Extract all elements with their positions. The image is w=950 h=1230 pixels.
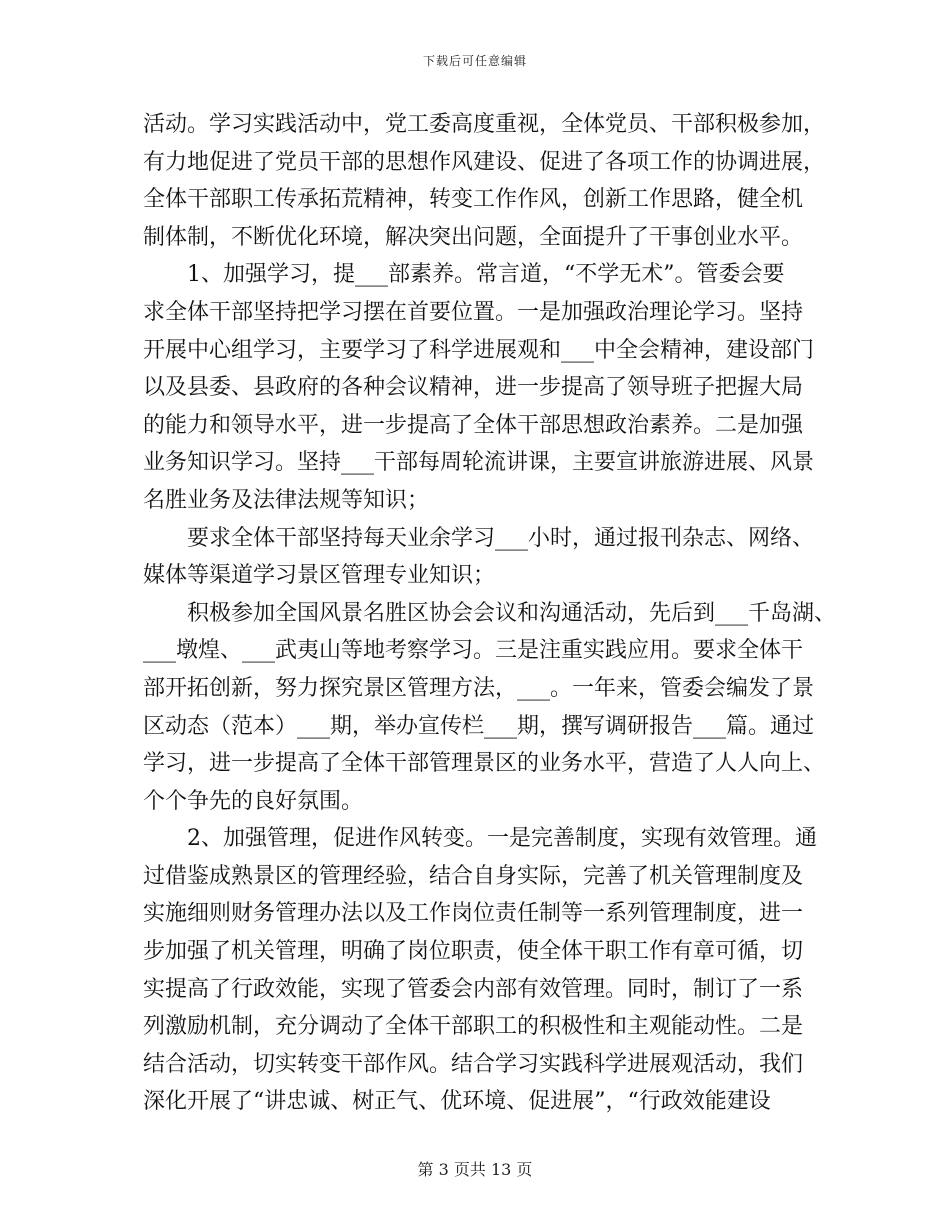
text-line: 个个争先的良好氛围。 [143, 788, 364, 814]
text-line: 学习，进一步提高了全体干部管理景区的业务水平，营造了人人向上、 [143, 751, 826, 777]
page-header: 下载后可任意编辑 [422, 54, 527, 68]
text-line: 过借鉴成熟景区的管理经验，结合自身实际，完善了机关管理制度及 [143, 863, 804, 889]
text-line: 1、加强学习，提___部素养。常言道，“不学无术”。管委会要 [187, 262, 785, 288]
text-line: 部开拓创新，努力探究景区管理方法，___。一年来，管委会编发了景 [143, 675, 815, 701]
text-line: 的能力和领导水平，进一步提高了全体干部思想政治素养。二是加强 [143, 412, 804, 438]
text-line: 结合活动，切实转变干部作风。结合学习实践科学进展观活动，我们 [143, 1051, 804, 1077]
text-line: ___墩煌、___武夷山等地考察学习。三是注重实践应用。要求全体干 [143, 638, 804, 664]
document-body [143, 106, 837, 1121]
text-line: 以及县委、县政府的各种会议精神，进一步提高了领导班子把握大局 [143, 375, 804, 401]
text-line: 2、加强管理，促进作风转变。一是完善制度，实现有效管理。通 [187, 826, 817, 852]
text-line: 积极参加全国风景名胜区协会会议和沟通活动，先后到___千岛湖、 [187, 600, 837, 626]
text-line: 列激励机制，充分调动了全体干部职工的积极性和主观能动性。二是 [143, 1014, 804, 1040]
text-line: 名胜业务及法律法规等知识； [143, 487, 430, 513]
text-line: 求全体干部坚持把学习摆在首要位置。一是加强政治理论学习。坚持 [143, 299, 804, 325]
text-line: 实施细则财务管理办法以及工作岗位责任制等一系列管理制度，进一 [143, 901, 804, 927]
text-line: 实提高了行政效能，实现了管委会内部有效管理。同时，制订了一系 [143, 976, 804, 1002]
text-line: 深化开展了“讲忠诚、树正气、优环境、促进展”，“行政效能建设 [143, 1089, 771, 1115]
text-line: 有力地促进了党员干部的思想作风建设、促进了各项工作的协调进展， [143, 149, 826, 175]
text-line: 业务知识学习。坚持___干部每周轮流讲课，主要宣讲旅游进展、风景 [143, 450, 815, 476]
text-line: 媒体等渠道学习景区管理专业知识； [143, 563, 496, 589]
text-line: 步加强了机关管理，明确了岗位职责，使全体干职工作有章可循，切 [143, 939, 804, 965]
text-line: 区动态（范本）___期，举办宣传栏___期，撰写调研报告___篇。通过 [143, 713, 815, 739]
page-number: 第 3 页共 13 页 [417, 1160, 533, 1179]
text-line: 要求全体干部坚持每天业余学习___小时，通过报刊杂志、网络、 [187, 525, 815, 551]
text-line: 开展中心组学习，主要学习了科学进展观和___中全会精神，建设部门 [143, 337, 815, 363]
text-line: 活动。学习实践活动中，党工委高度重视，全体党员、干部积极参加， [143, 112, 826, 137]
text-line: 全体干部职工传承拓荒精神，转变工作作风，创新工作思路，健全机 [143, 187, 804, 213]
text-line: 制体制，不断优化环境，解决突出问题，全面提升了干事创业水平。 [143, 224, 804, 250]
